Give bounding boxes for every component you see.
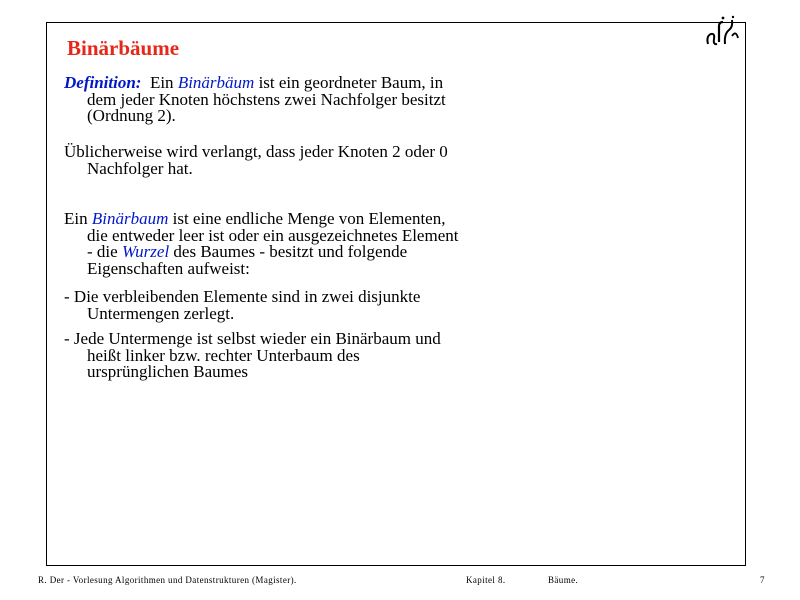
slide-footer: [38, 575, 766, 587]
bullet-line: - Die verbleibenden Elemente sind in zwei disjunkte: [64, 287, 421, 306]
definition-text: Ein: [149, 73, 174, 92]
usual-line: Üblicherweise wird verlangt, dass jeder Knoten 2 oder 0: [64, 142, 448, 161]
wurzel-highlight: Wurzel: [121, 242, 170, 261]
definition-term: Definition:: [64, 73, 142, 92]
bullet-item: [64, 331, 441, 381]
bullet-line: Untermengen zerlegt.: [87, 303, 235, 323]
recursive-line: Eigenschaften aufweist:: [87, 258, 250, 278]
recursive-text: des Baumes - besitzt und folgende: [173, 242, 408, 261]
university-logo-icon: [702, 14, 742, 48]
usual-line: Nachfolger hat.: [87, 158, 193, 178]
page-number: 7: [760, 575, 765, 585]
footer-author: R. Der - Vorlesung Algorithmen und Datenstrukturen (Magister).: [38, 575, 297, 585]
recursive-definition-paragraph: [64, 211, 458, 277]
slide-title: Binärbäume: [67, 36, 180, 60]
footer-topic: Bäume.: [548, 575, 579, 585]
definition-line: dem jeder Knoten höchstens zwei Nachfolger besitzt: [87, 89, 446, 109]
bullet-line: ursprünglichen Baumes: [87, 362, 248, 381]
recursive-text: - die: [87, 242, 118, 261]
definition-text: ist ein geordneter Baum, in: [258, 73, 444, 92]
bullet-line: - Jede Untermenge ist selbst wieder ein Binärbaum und: [64, 329, 441, 348]
recursive-line: die entweder leer ist oder ein ausgezeichnetes Element: [87, 225, 459, 245]
recursive-text: ist eine endliche Menge von Elementen,: [172, 209, 446, 228]
footer-chapter: Kapitel 8.: [466, 575, 506, 585]
bullet-line: heißt linker bzw. rechter Unterbaum des: [87, 345, 360, 365]
recursive-text: Ein: [64, 209, 88, 228]
bullet-item: [64, 289, 420, 322]
definition-line: (Ordnung 2).: [87, 106, 176, 125]
binaerbaum-highlight: Binärbaum: [91, 209, 169, 228]
definition-paragraph: [64, 75, 446, 125]
usual-paragraph: [64, 144, 448, 177]
definition-highlight: Binärbäum: [177, 73, 255, 92]
